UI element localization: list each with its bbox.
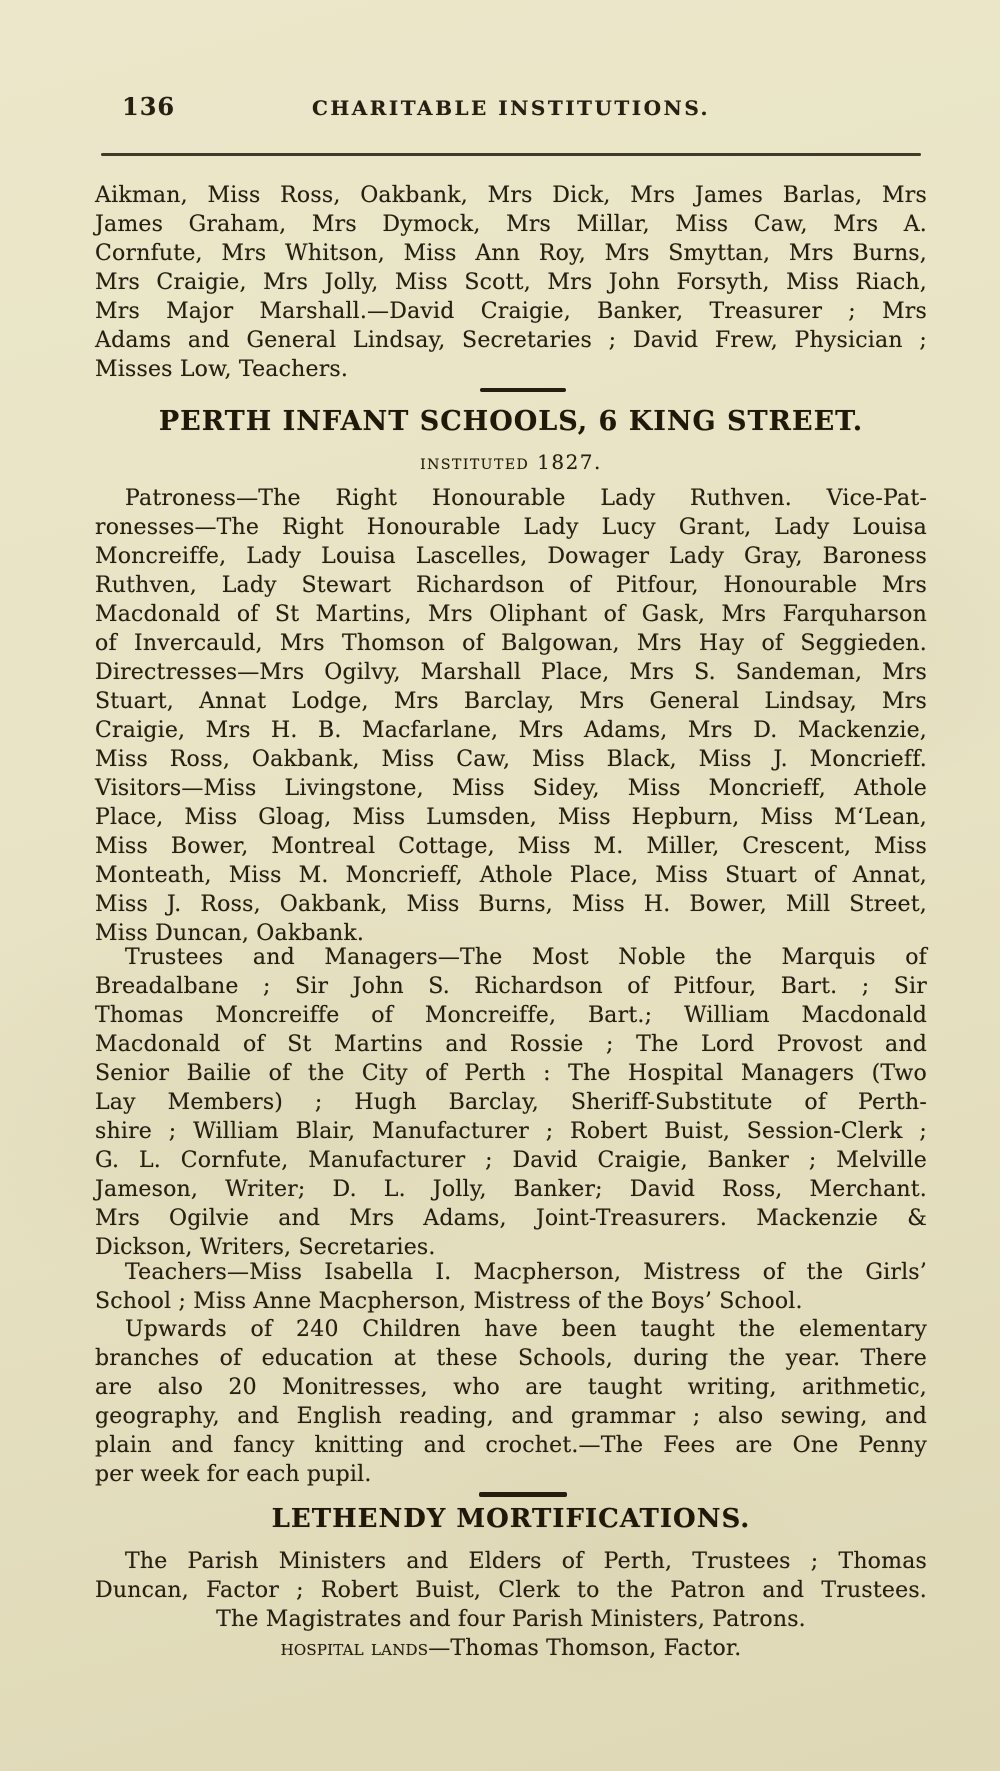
text-line: are also 20 Monitresses, who are taught writing, arithmetic, [95,1375,927,1400]
text-line: Miss Ross, Oakbank, Miss Caw, Miss Black, Miss J. Moncrieff. [95,747,927,772]
text-line: Jameson, Writer; D. L. Jolly, Banker; David Ross, Merchant. [95,1177,927,1202]
text-line: Place, Miss Gloag, Miss Lumsden, Miss Hepburn, Miss M‘Lean, [95,805,927,830]
text-line: ronesses—The Right Honourable Lady Lucy Grant, Lady Louisa [95,515,927,540]
trustees-paragraph [95,943,927,1262]
text-line: Monteath, Miss M. Moncrieff, Athole Place, Miss Stuart of Annat, [95,863,927,888]
text-line: Stuart, Annat Lodge, Mrs Barclay, Mrs General Lindsay, Mrs [95,689,927,714]
section-title-perth-infant-schools: PERTH INFANT SCHOOLS, 6 KING STREET. [158,406,864,437]
text-line: Directresses—Mrs Ogilvy, Marshall Place, Mrs S. Sandeman, Mrs [95,660,927,685]
text-line: Mrs Craigie, Mrs Jolly, Miss Scott, Mrs John Forsyth, Miss Riach, [95,270,927,295]
teachers-paragraph [95,1258,927,1316]
text-line: Mrs Ogilvie and Mrs Adams, Joint-Treasurers. Mackenzie & [95,1206,927,1231]
hospital-lands-text: —Thomas Thomson, Factor. [428,1636,742,1661]
instituted-subtitle: instituted 1827. [420,450,602,474]
text-line: geography, and English reading, and grammar ; also sewing, and [95,1404,927,1429]
text-line: Miss J. Ross, Oakbank, Miss Burns, Miss H. Bower, Mill Street, [95,892,927,917]
text-line: Macdonald of St Martins and Rossie ; The Lord Provost and [95,1032,927,1057]
text-line: Craigie, Mrs H. B. Macfarlane, Mrs Adams, Mrs D. Mackenzie, [95,718,927,743]
text-line: James Graham, Mrs Dymock, Mrs Millar, Miss Caw, Mrs A. [95,212,927,237]
text-line: Adams and General Lindsay, Secretaries ; David Frew, Physician ; [95,328,927,353]
section-divider [480,388,566,392]
section-divider [479,1492,567,1497]
running-header: CHARITABLE INSTITUTIONS. [311,96,711,120]
text-line: Patroness—The Right Honourable Lady Ruthven. Vice-Pat- [125,486,927,511]
text-line: G. L. Cornfute, Manufacturer ; David Craigie, Banker ; Melville [95,1148,927,1173]
hospital-lands-label: hospital lands [280,1636,429,1661]
text-line: Senior Bailie of the City of Perth : The Hospital Managers (Two [95,1061,927,1086]
text-line: Miss Bower, Montreal Cottage, Miss M. Miller, Crescent, Miss [95,834,927,859]
text-line: School ; Miss Anne Macpherson, Mistress of the Boys’ School. [95,1289,803,1314]
text-line: shire ; William Blair, Manufacturer ; Robert Buist, Session-Clerk ; [95,1119,927,1144]
header-rule [101,153,921,156]
text-line: Mrs Major Marshall.—David Craigie, Banker, Treasurer ; Mrs [95,299,927,324]
continuation-paragraph [95,181,927,384]
text-line: Visitors—Miss Livingstone, Miss Sidey, Miss Moncrieff, Athole [95,776,927,801]
text-line: Breadalbane ; Sir John S. Richardson of Pitfour, Bart. ; Sir [95,974,927,999]
text-line: Teachers—Miss Isabella I. Macpherson, Mistress of the Girls’ [125,1260,927,1285]
text-line: Misses Low, Teachers. [95,357,349,382]
text-line: Lay Members) ; Hugh Barclay, Sheriff-Substitute of Perth- [95,1090,927,1115]
summary-paragraph [95,1315,927,1489]
lethendy-paragraph [95,1547,927,1605]
text-line: Ruthven, Lady Stewart Richardson of Pitfour, Honourable Mrs [95,573,927,598]
text-line: of Invercauld, Mrs Thomson of Balgowan, Mrs Hay of Seggieden. [95,631,927,656]
text-line: Upwards of 240 Children have been taught the elementary [125,1317,927,1342]
text-line: Aikman, Miss Ross, Oakbank, Mrs Dick, Mrs James Barlas, Mrs [95,183,927,208]
text-line: Cornfute, Mrs Whitson, Miss Ann Roy, Mrs Smyttan, Mrs Burns, [95,241,927,266]
text-line: branches of education at these Schools, during the year. There [95,1346,927,1371]
text-line: The Parish Ministers and Elders of Perth, Trustees ; Thomas [125,1549,927,1574]
text-line: Trustees and Managers—The Most Noble the Marquis of [125,945,927,970]
text-line: Thomas Moncreiffe of Moncreiffe, Bart.; William Macdonald [95,1003,927,1028]
page-number: 136 [122,92,176,121]
patrons-centered-line: The Magistrates and four Parish Ministers, Patrons. [216,1607,806,1632]
patroness-paragraph [95,484,927,948]
text-line: Macdonald of St Martins, Mrs Oliphant of Gask, Mrs Farquharson [95,602,927,627]
text-line: Dickson, Writers, Secretaries. [95,1235,436,1260]
text-line: per week for each pupil. [95,1462,372,1487]
text-line: Moncreiffe, Lady Louisa Lascelles, Dowager Lady Gray, Baroness [95,544,927,569]
text-line: plain and fancy knitting and crochet.—The Fees are One Penny [95,1433,927,1458]
text-line: Miss Duncan, Oakbank. [95,921,365,946]
text-line: Duncan, Factor ; Robert Buist, Clerk to the Patron and Trustees. [95,1578,927,1603]
section-title-lethendy-mortifications: LETHENDY MORTIFICATIONS. [271,1504,751,1534]
hospital-lands-line [95,1634,927,1663]
